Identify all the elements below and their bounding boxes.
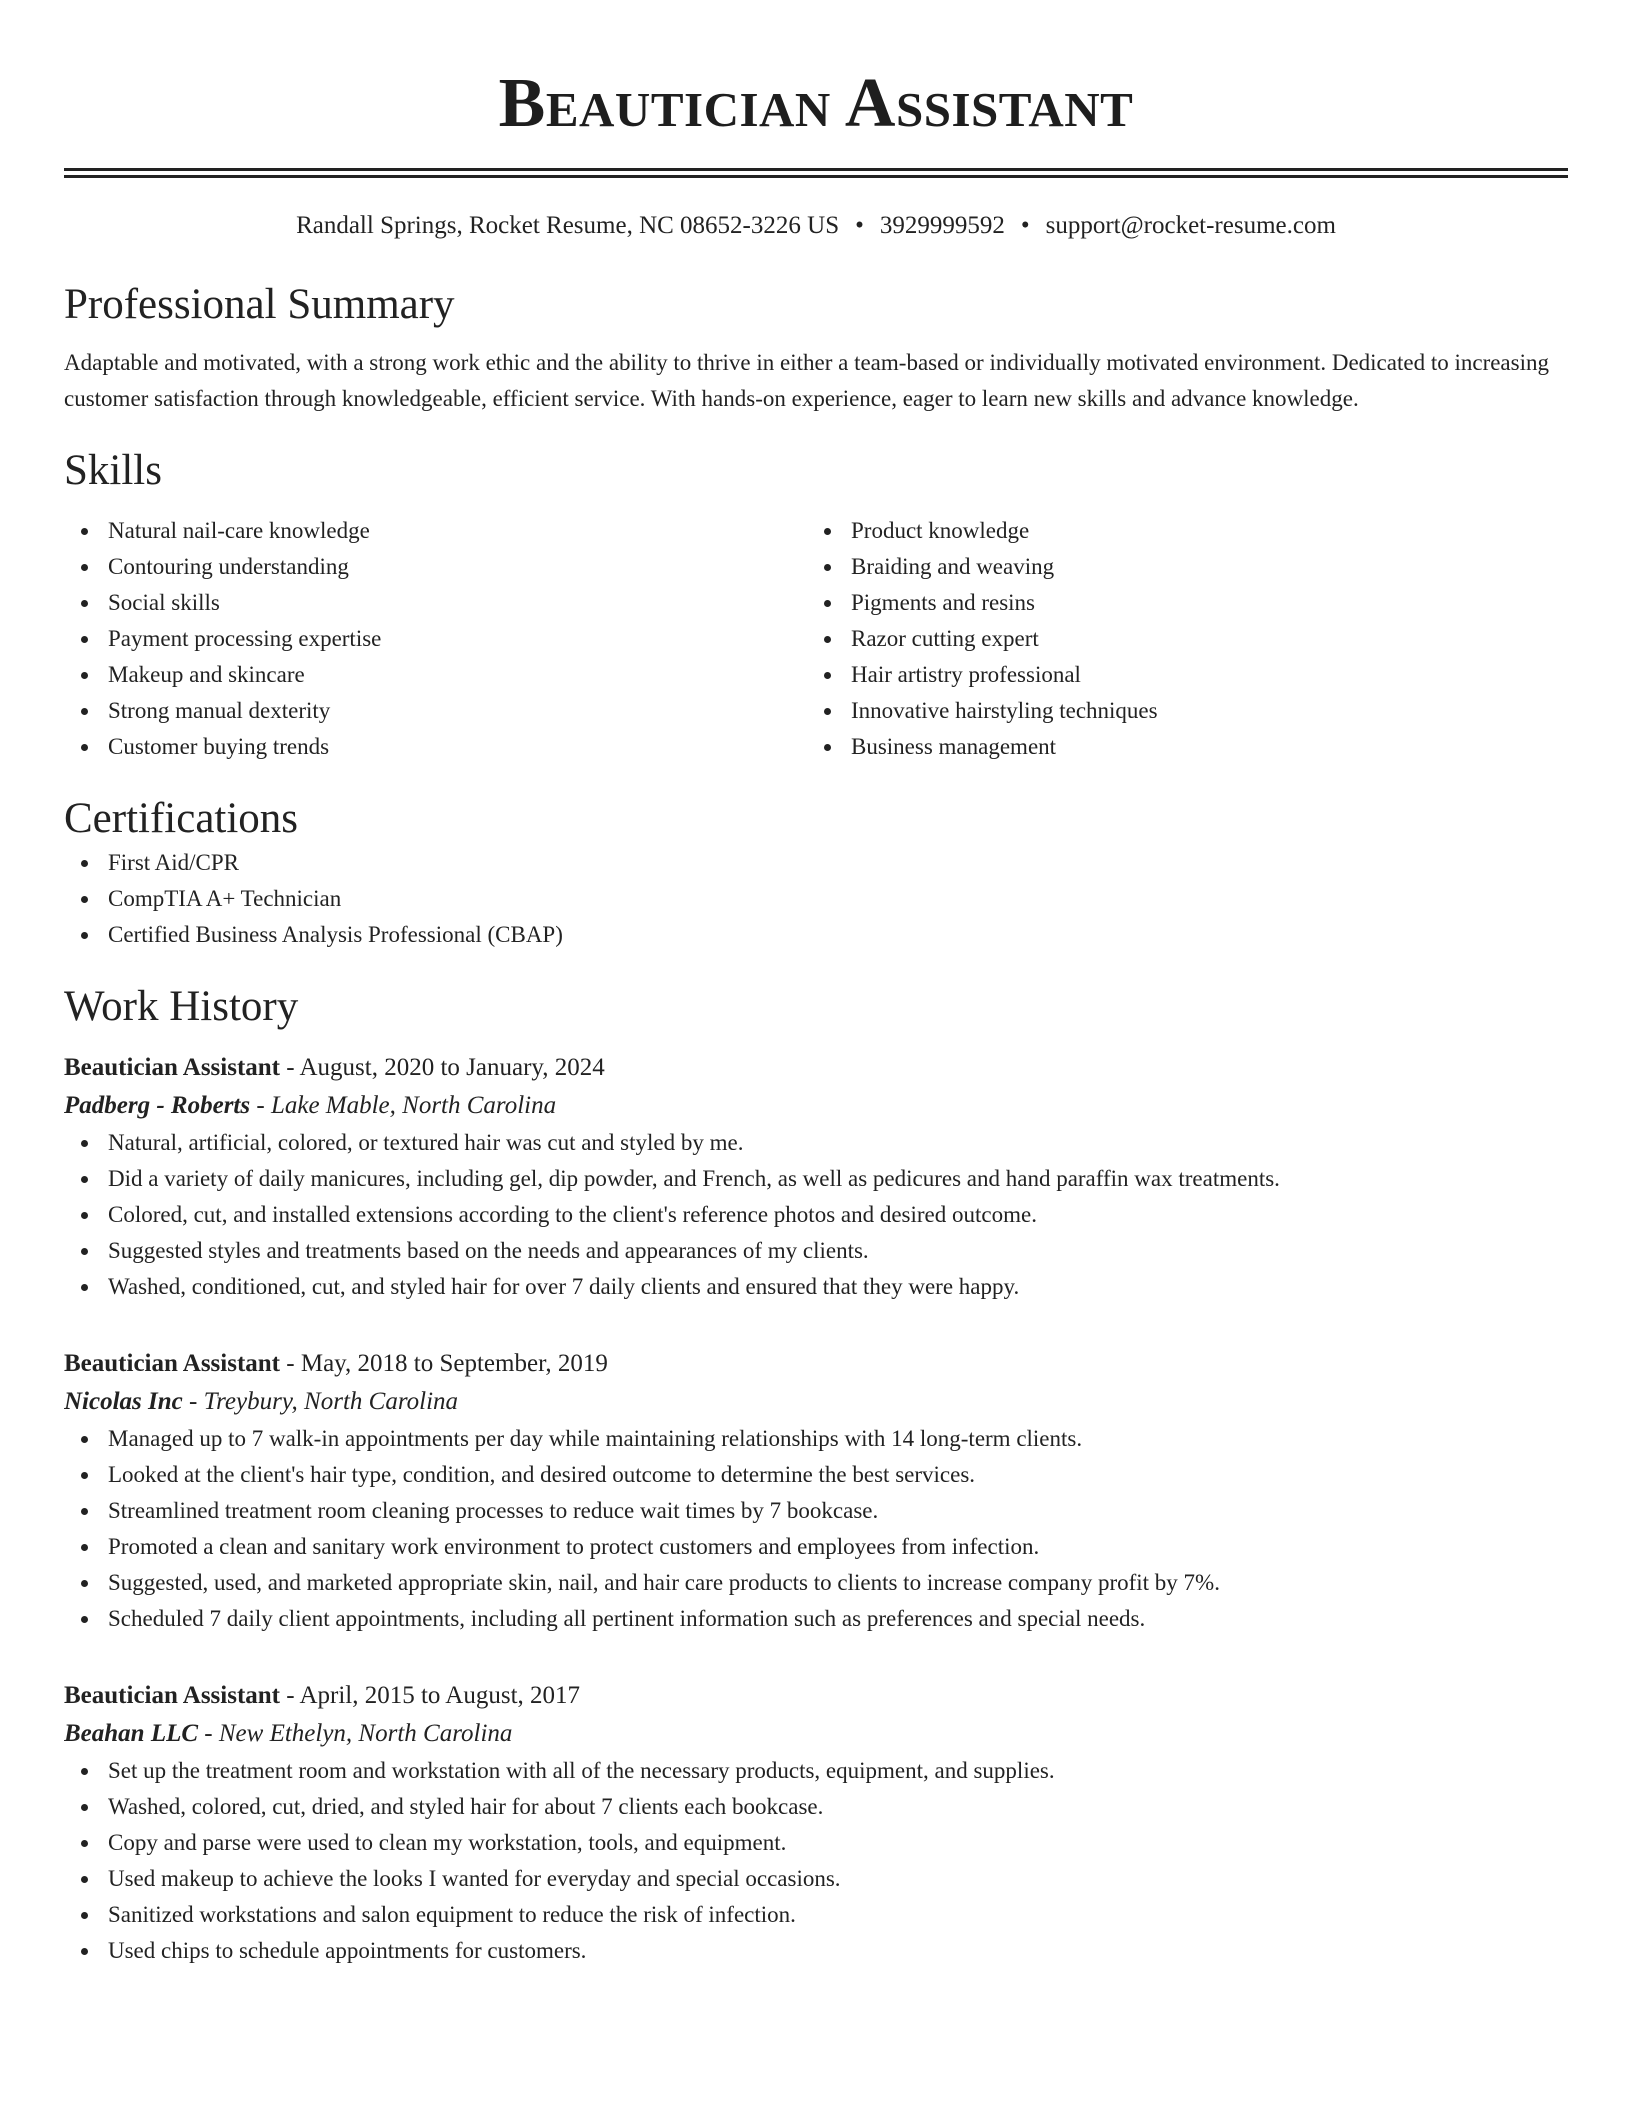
job-dash: -	[189, 1388, 198, 1415]
job-bullet: Scheduled 7 daily client appointments, including all pertinent information such as preferences and special needs.	[64, 1601, 1568, 1637]
job-bullet: Natural, artificial, colored, or textured hair was cut and styled by me.	[64, 1125, 1568, 1161]
job-bullet: Sanitized workstations and salon equipment to reduce the risk of infection.	[64, 1897, 1568, 1933]
job-dates: August, 2020 to January, 2024	[299, 1054, 605, 1081]
job-bullet: Did a variety of daily manicures, including gel, dip powder, and French, as well as pedicures and hand paraffin wax treatments.	[64, 1161, 1568, 1197]
contact-separator: •	[855, 212, 864, 239]
job-bullet: Colored, cut, and installed extensions according to the client's reference photos and desired outcome.	[64, 1197, 1568, 1233]
job-entry	[64, 1345, 1568, 1637]
job-dash: -	[286, 1682, 295, 1709]
job-bullet: Set up the treatment room and workstation with all of the necessary products, equipment, and supplies.	[64, 1753, 1568, 1789]
skills-grid	[64, 513, 1568, 765]
job-bullet: Suggested, used, and marketed appropriate skin, nail, and hair care products to clients to increase company profit by 7%.	[64, 1565, 1568, 1601]
job-entry	[64, 1049, 1568, 1305]
job-title-line	[64, 1677, 1568, 1715]
job-title: Beautician Assistant	[64, 1350, 281, 1377]
job-company-line	[64, 1715, 1568, 1753]
job-entry	[64, 1677, 1568, 1969]
certifications-list	[64, 845, 1568, 953]
skill-item: Customer buying trends	[64, 729, 807, 765]
job-bullet: Suggested styles and treatments based on the needs and appearances of my clients.	[64, 1233, 1568, 1269]
job-dates: May, 2018 to September, 2019	[300, 1350, 608, 1377]
job-dash: -	[204, 1720, 213, 1747]
certification-item: CompTIA A+ Technician	[64, 881, 1568, 917]
job-title: Beautician Assistant	[64, 1682, 281, 1709]
certification-item: First Aid/CPR	[64, 845, 1568, 881]
skill-item: Pigments and resins	[807, 585, 1550, 621]
job-title-line	[64, 1049, 1568, 1087]
job-bullet: Managed up to 7 walk-in appointments per day while maintaining relationships with 14 long-term clients.	[64, 1421, 1568, 1457]
contact-line	[64, 209, 1568, 243]
skills-column-right	[807, 513, 1550, 765]
skill-item: Contouring understanding	[64, 549, 807, 585]
job-bullet: Used chips to schedule appointments for customers.	[64, 1933, 1568, 1969]
job-bullets	[64, 1421, 1568, 1637]
job-bullet: Washed, colored, cut, dried, and styled hair for about 7 clients each bookcase.	[64, 1789, 1568, 1825]
job-dash: -	[286, 1054, 295, 1081]
skills-column-left	[64, 513, 807, 765]
job-company-line	[64, 1383, 1568, 1421]
job-bullet: Copy and parse were used to clean my workstation, tools, and equipment.	[64, 1825, 1568, 1861]
contact-email: support@rocket-resume.com	[1045, 212, 1336, 239]
skill-item: Social skills	[64, 585, 807, 621]
job-bullet: Used makeup to achieve the looks I wanted for everyday and special occasions.	[64, 1861, 1568, 1897]
job-dates: April, 2015 to August, 2017	[299, 1682, 581, 1709]
job-location: Treybury, North Carolina	[203, 1388, 459, 1415]
summary-section	[64, 279, 1568, 417]
skills-section	[64, 445, 1568, 765]
job-bullet: Looked at the client's hair type, condition, and desired outcome to determine the best services.	[64, 1457, 1568, 1493]
job-company: Beahan LLC	[64, 1720, 199, 1747]
job-bullet: Promoted a clean and sanitary work environment to protect customers and employees from infection.	[64, 1529, 1568, 1565]
skill-item: Product knowledge	[807, 513, 1550, 549]
skill-item: Payment processing expertise	[64, 621, 807, 657]
skills-list-right	[807, 513, 1550, 765]
skill-item: Braiding and weaving	[807, 549, 1550, 585]
job-dash: -	[286, 1350, 295, 1377]
job-company: Padberg - Roberts	[64, 1092, 251, 1119]
job-dash: -	[256, 1092, 265, 1119]
skill-item: Natural nail-care knowledge	[64, 513, 807, 549]
job-location: Lake Mable, North Carolina	[270, 1092, 557, 1119]
job-bullet: Washed, conditioned, cut, and styled hair for over 7 daily clients and ensured that they were happy.	[64, 1269, 1568, 1305]
job-bullets	[64, 1753, 1568, 1969]
skills-list-left	[64, 513, 807, 765]
job-location: New Ethelyn, North Carolina	[218, 1720, 513, 1747]
contact-separator: •	[1020, 212, 1030, 239]
job-company: Nicolas Inc	[64, 1388, 183, 1415]
contact-address: Randall Springs, Rocket Resume, NC 08652-3226 US	[296, 212, 840, 239]
job-title: Beautician Assistant	[64, 1054, 281, 1081]
skill-item: Makeup and skincare	[64, 657, 807, 693]
resume-name: Beautician Assistant	[498, 65, 1134, 142]
certifications-section	[64, 793, 1568, 953]
summary-heading: Professional Summary	[64, 281, 455, 328]
work-history-heading: Work History	[64, 983, 299, 1030]
job-company-line	[64, 1087, 1568, 1125]
skill-item: Razor cutting expert	[807, 621, 1550, 657]
skill-item: Strong manual dexterity	[64, 693, 807, 729]
skills-heading: Skills	[64, 447, 162, 494]
summary-text: Adaptable and motivated, with a strong work ethic and the ability to thrive in either a team-based or individually motivated environment. Dedicated to increasing customer satisfaction through knowledgeable, efficient service. With hands-on experience, eager to learn new skills and advance knowledge.	[64, 350, 1549, 411]
certifications-heading: Certifications	[64, 795, 299, 842]
header-divider	[64, 168, 1568, 171]
skill-item: Hair artistry professional	[807, 657, 1550, 693]
resume-page	[64, 0, 1568, 2112]
work-history-section	[64, 981, 1568, 1969]
skill-item: Innovative hairstyling techniques	[807, 693, 1550, 729]
skill-item: Business management	[807, 729, 1550, 765]
job-bullet: Streamlined treatment room cleaning processes to reduce wait times by 7 bookcase.	[64, 1493, 1568, 1529]
contact-phone: 3929999592	[879, 212, 1005, 239]
certification-item: Certified Business Analysis Professional (CBAP)	[64, 917, 1568, 953]
job-bullets	[64, 1125, 1568, 1305]
job-title-line	[64, 1345, 1568, 1383]
